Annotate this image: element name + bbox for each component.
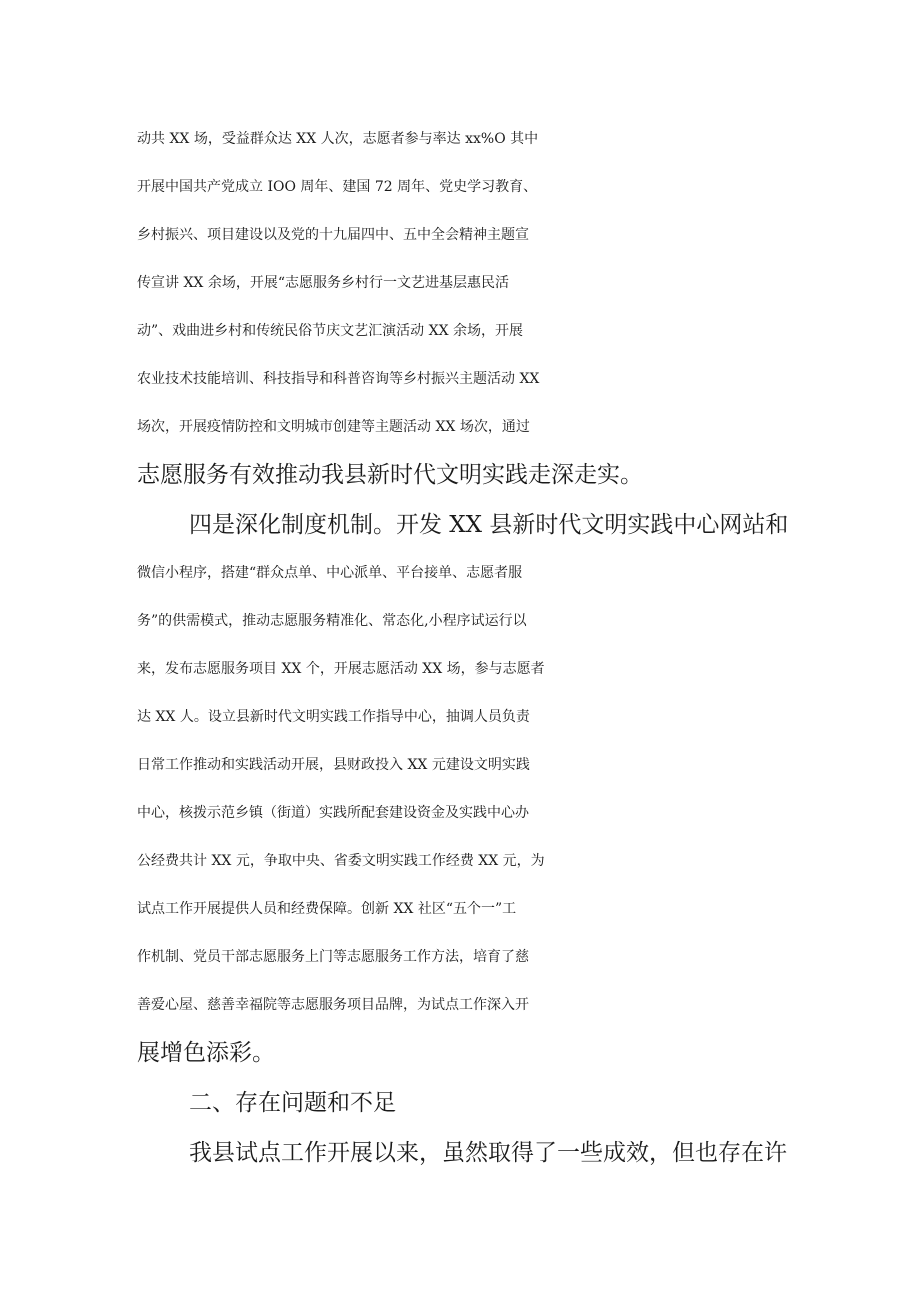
text-line-10: 微信小程序，搭建“群众点单、中心派单、平台接单、志愿者服 xyxy=(137,565,523,581)
text-line-11: 务”的供需模式，推动志愿服务精准化、常态化,小程序试运行以 xyxy=(137,613,527,629)
text-line-1: 动共 XX 场，受益群众达 XX 人次，志愿者参与率达 xx%O 其中 xyxy=(137,131,539,147)
text-line-14: 日常工作推动和实践活动开展，县财政投入 XX 元建设文明实践 xyxy=(137,757,530,773)
text-line-9: 四是深化制度机制。开发 XX 县新时代文明实践中心网站和 xyxy=(189,512,789,538)
text-line-7: 场次，开展疫情防控和文明城市创建等主题活动 XX 场次，通过 xyxy=(137,419,530,435)
text-line-2: 开展中国共产党成立 IOO 周年、建国 72 周年、党史学习教育、 xyxy=(137,179,538,195)
text-line-13: 达 XX 人。设立县新时代文明实践工作指导中心，抽调人员负责 xyxy=(137,709,530,725)
text-line-20: 展增色添彩。 xyxy=(137,1040,275,1066)
text-line-3: 乡村振兴、项目建设以及党的十九届四中、五中全会精神主题宣 xyxy=(137,227,529,243)
text-line-18: 作机制、党员干部志愿服务上门等志愿服务工作方法，培育了慈 xyxy=(137,949,529,965)
text-line-15: 中心，核拨示范乡镇（街道）实践所配套建设资金及实践中心办 xyxy=(137,805,529,821)
text-line-6: 农业技术技能培训、科技指导和科普咨询等乡村振兴主题活动 XX xyxy=(137,371,540,387)
section-heading: 二、存在问题和不足 xyxy=(189,1090,396,1116)
text-line-19: 善爱心屋、慈善幸福院等志愿服务项目品牌，为试点工作深入开 xyxy=(137,997,529,1013)
text-line-8: 志愿服务有效推动我县新时代文明实践走深走实。 xyxy=(137,462,643,488)
text-line-4: 传宣讲 XX 余场，开展“志愿服务乡村行一文艺进基层惠民活 xyxy=(137,275,509,291)
text-line-16: 公经费共计 XX 元，争取中央、省委文明实践工作经费 XX 元，为 xyxy=(137,853,545,869)
text-line-12: 来，发布志愿服务项目 XX 个，开展志愿活动 XX 场，参与志愿者 xyxy=(137,661,545,677)
text-line-22: 我县试点工作开展以来，虽然取得了一些成效，但也存在许 xyxy=(189,1140,787,1166)
text-line-17: 试点工作开展提供人员和经费保障。创新 XX 社区“五个一”工 xyxy=(137,901,517,917)
text-line-5: 动”、戏曲进乡村和传统民俗节庆文艺汇演活动 XX 余场，开展 xyxy=(137,323,523,339)
